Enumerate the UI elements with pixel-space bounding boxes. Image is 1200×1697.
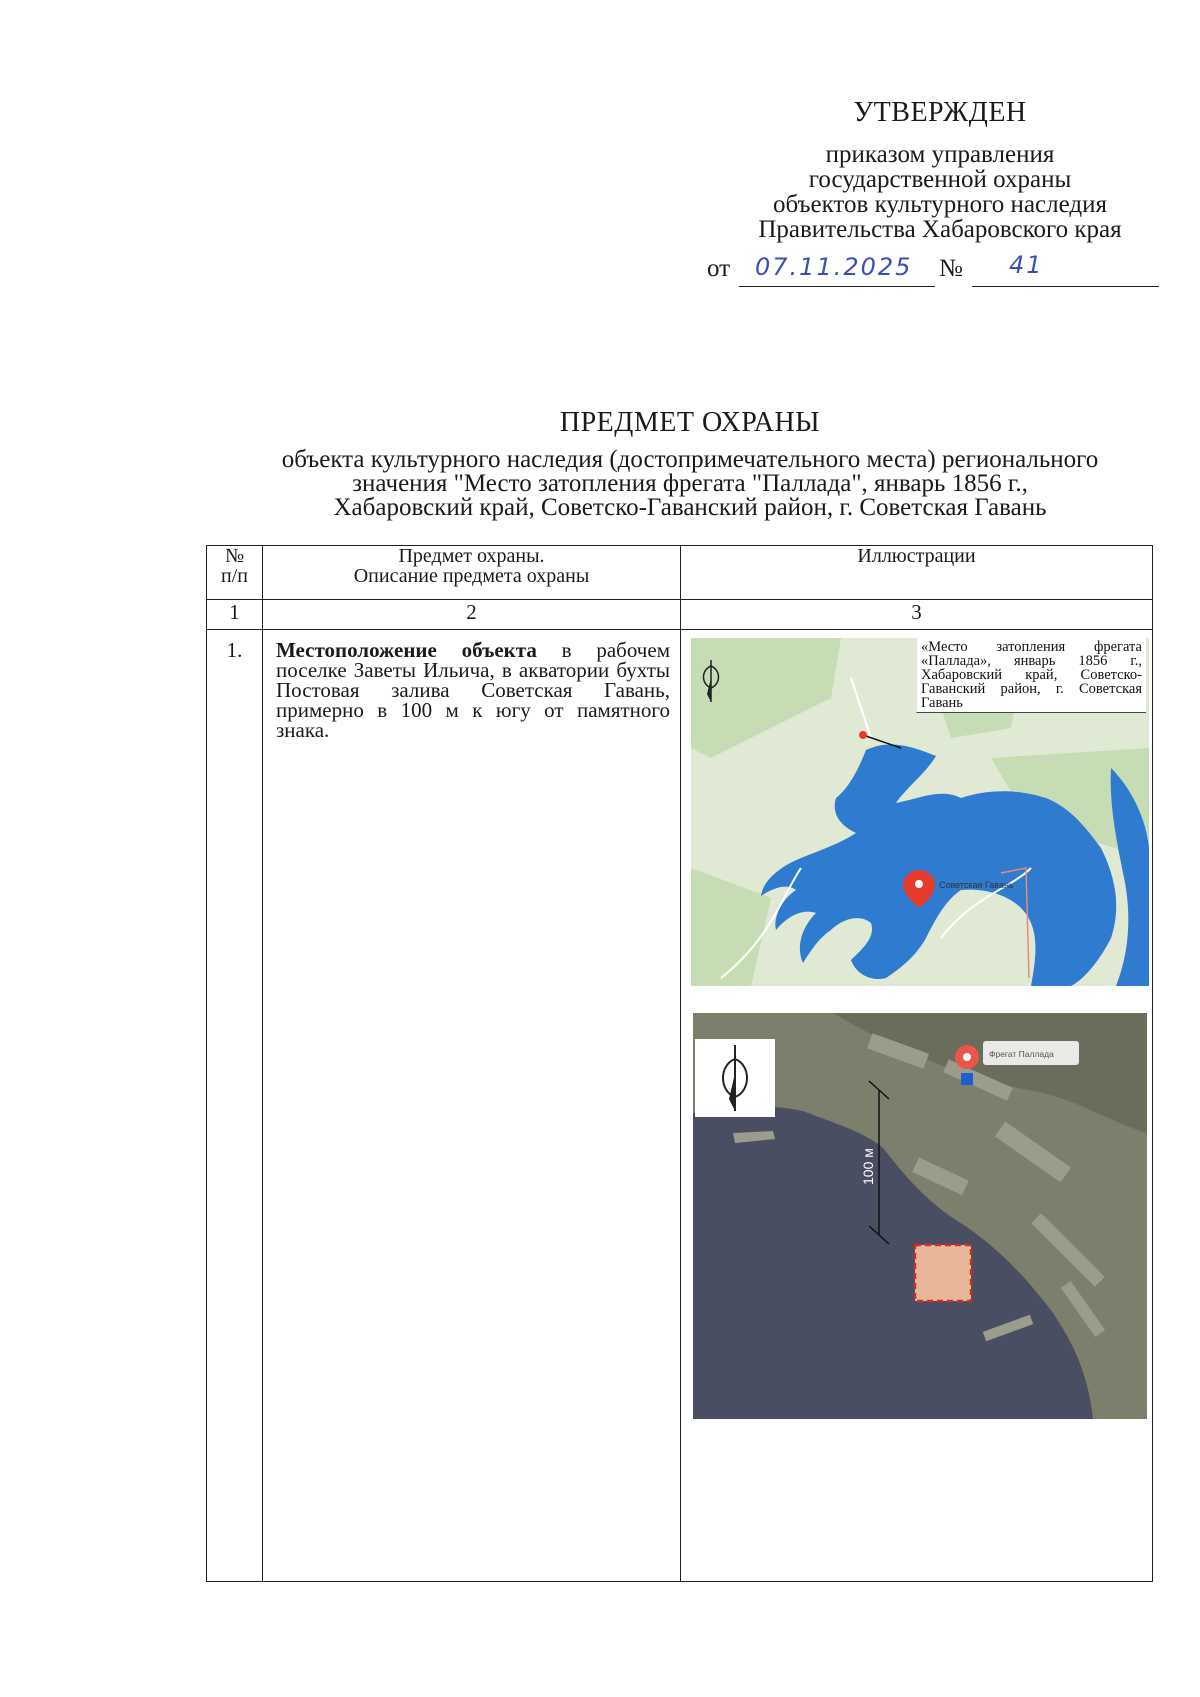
table-header-row — [207, 546, 1153, 600]
document-title: ПРЕДМЕТ ОХРАНЫ — [559, 407, 821, 438]
column-number: 2 — [263, 600, 681, 630]
column-number: 1 — [207, 600, 263, 630]
location-point — [859, 731, 867, 739]
number-underline — [972, 255, 1159, 287]
document-subtitle — [210, 448, 1170, 520]
approval-line: объектов культурного наследия — [773, 191, 1107, 218]
header-subject-line2: Описание предмета охраны — [353, 565, 590, 587]
table-column-numbers-row — [207, 600, 1153, 630]
header-number-line2: п/п — [221, 565, 248, 587]
column-number: 3 — [681, 600, 1153, 630]
approval-block — [690, 97, 1190, 243]
map-caption: «Место затопления фрегата «Паллада», январь 1856 г., Хабаровский край, Советско-Гаванский район, г. Советская Гавань — [916, 638, 1146, 713]
header-number — [207, 546, 263, 600]
satellite-map — [693, 1013, 1147, 1419]
protection-table — [206, 545, 1153, 1582]
number-handwritten: 41 — [1009, 251, 1044, 279]
protected-area — [915, 1245, 971, 1301]
approval-line: Правительства Хабаровского края — [758, 216, 1122, 243]
table-row — [207, 630, 1153, 1582]
city-label: Советская Гавань — [939, 880, 1014, 890]
approval-title: УТВЕРЖДЕН — [853, 97, 1027, 128]
header-illustrations: Иллюстрации — [681, 546, 1153, 600]
subtitle-line: объекта культурного наследия (достопримечательного места) регионального — [281, 446, 1099, 473]
row-illustrations — [681, 630, 1153, 1582]
approval-line: приказом управления — [825, 141, 1055, 168]
date-handwritten: 07.11.2025 — [755, 253, 913, 281]
description-text: в рабочем поселке Заветы Ильича, в акватории бухты Постовая залива Советская Гавань, примерно в 100 м к югу от памятного знака. — [276, 638, 670, 742]
marker-label: Фрегат Паллада — [989, 1049, 1054, 1059]
row-number: 1. — [207, 630, 263, 1582]
header-number-line1: № — [224, 545, 245, 567]
header-subject — [263, 546, 681, 600]
date-prefix: от — [707, 255, 731, 282]
subtitle-line: Хабаровский край, Советско-Гаванский район, г. Советская Гавань — [333, 494, 1047, 521]
subtitle-line: значения "Место затопления фрегата "Паллада", январь 1856 г., — [352, 470, 1028, 497]
distance-label: 100 м — [860, 1148, 876, 1185]
header-subject-line1: Предмет охраны. — [398, 545, 545, 567]
approval-line: государственной охраны — [808, 166, 1072, 193]
row-description — [263, 630, 681, 1582]
number-prefix: № — [939, 255, 963, 282]
description-bold: Местоположение объекта — [276, 638, 537, 662]
